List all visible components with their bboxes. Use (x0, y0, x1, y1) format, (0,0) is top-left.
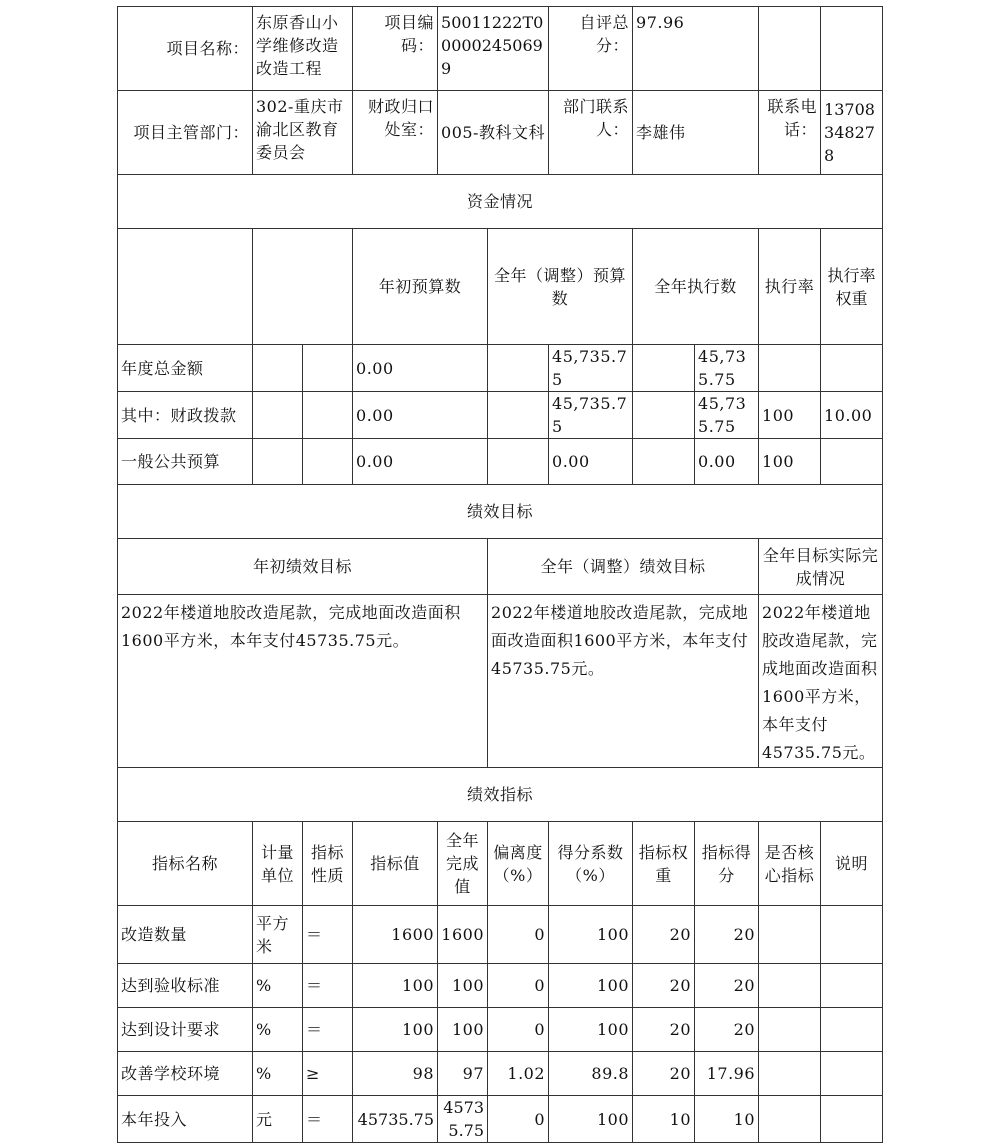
funds-header-rate: 执行率 (759, 229, 821, 345)
ind-coef: 100 (549, 1008, 633, 1052)
ind-weight: 20 (633, 906, 695, 964)
ind-nature: ＝ (303, 1096, 353, 1143)
indicator-row (118, 906, 883, 964)
goal-actual-text: 2022年楼道地胶改造尾款，完成地面改造面积1600平方米，本年支付45735.75元。 (759, 595, 883, 768)
ind-actual: 100 (438, 1008, 488, 1052)
ind-actual: 45735.75 (438, 1096, 488, 1143)
ind-score: 17.96 (695, 1052, 759, 1096)
ind-header-unit: 计量单位 (253, 822, 303, 906)
funds-rate (759, 345, 821, 392)
performance-self-evaluation-table (117, 6, 883, 1143)
dept-label: 项目主管部门： (118, 91, 253, 175)
ind-score: 10 (695, 1096, 759, 1143)
funds-section-title: 资金情况 (118, 175, 883, 229)
ind-header-coef: 得分系数（%） (549, 822, 633, 906)
ind-unit: % (253, 1008, 303, 1052)
finance-value: 005-教科文科 (438, 91, 549, 175)
ind-unit: 元 (253, 1096, 303, 1143)
ind-header-target: 指标值 (353, 822, 438, 906)
ind-nature: ＝ (303, 1008, 353, 1052)
ind-core (759, 964, 821, 1008)
ind-header-core: 是否核心指标 (759, 822, 821, 906)
ind-score: 20 (695, 1008, 759, 1052)
funds-row-label: 年度总金额 (118, 345, 253, 392)
indicator-row (118, 1008, 883, 1052)
indicators-header-row (118, 822, 883, 906)
ind-deviation: 0 (488, 1008, 549, 1052)
ind-deviation: 0 (488, 906, 549, 964)
phone-value: 13708348278 (821, 91, 883, 175)
indicator-row (118, 1052, 883, 1096)
funds-weight (821, 345, 883, 392)
ind-target: 100 (353, 964, 438, 1008)
funds-adjusted: 45,735.75 (549, 345, 633, 392)
project-info-row (118, 7, 883, 91)
ind-core (759, 906, 821, 964)
funds-executed: 45,735.75 (695, 345, 759, 392)
dept-value: 302-重庆市渝北区教育委员会 (253, 91, 353, 175)
funds-weight (821, 439, 883, 485)
finance-label: 财政归口处室： (353, 91, 438, 175)
funds-rate: 100 (759, 439, 821, 485)
ind-deviation: 0 (488, 964, 549, 1008)
department-info-row (118, 91, 883, 175)
ind-deviation: 0 (488, 1096, 549, 1143)
ind-actual: 97 (438, 1052, 488, 1096)
funds-initial: 0.00 (353, 439, 488, 485)
ind-core (759, 1096, 821, 1143)
goals-header-initial: 年初绩效目标 (118, 539, 488, 595)
funds-initial: 0.00 (353, 345, 488, 392)
ind-weight: 10 (633, 1096, 695, 1143)
ind-target: 100 (353, 1008, 438, 1052)
ind-unit: % (253, 1052, 303, 1096)
ind-actual: 1600 (438, 906, 488, 964)
indicator-row (118, 964, 883, 1008)
ind-target: 45735.75 (353, 1096, 438, 1143)
ind-coef: 100 (549, 906, 633, 964)
goals-header-row (118, 539, 883, 595)
ind-header-note: 说明 (821, 822, 883, 906)
contact-label: 部门联系人： (549, 91, 633, 175)
ind-header-deviation: 偏离度（%） (488, 822, 549, 906)
phone-label: 联系电话： (759, 91, 821, 175)
ind-score: 20 (695, 906, 759, 964)
funds-row-label: 一般公共预算 (118, 439, 253, 485)
funds-row-label: 其中：财政拨款 (118, 392, 253, 439)
ind-core (759, 1052, 821, 1096)
ind-note (821, 1052, 883, 1096)
funds-header-weight: 执行率权重 (821, 229, 883, 345)
project-name-value: 东原香山小学维修改造改造工程 (253, 7, 353, 91)
ind-note (821, 964, 883, 1008)
ind-weight: 20 (633, 1008, 695, 1052)
project-code-value: 50011222T000002450699 (438, 7, 549, 91)
ind-score: 20 (695, 964, 759, 1008)
ind-target: 98 (353, 1052, 438, 1096)
ind-header-actual: 全年完成值 (438, 822, 488, 906)
ind-nature: ≥ (303, 1052, 353, 1096)
funds-header-adjusted: 全年（调整）预算数 (488, 229, 633, 345)
goals-header-actual: 全年目标实际完成情况 (759, 539, 883, 595)
funds-initial: 0.00 (353, 392, 488, 439)
ind-weight: 20 (633, 1052, 695, 1096)
funds-executed: 0.00 (695, 439, 759, 485)
ind-coef: 89.8 (549, 1052, 633, 1096)
ind-core (759, 1008, 821, 1052)
funds-rate: 100 (759, 392, 821, 439)
self-score-value: 97.96 (633, 7, 759, 91)
ind-header-name: 指标名称 (118, 822, 253, 906)
ind-coef: 100 (549, 1096, 633, 1143)
indicators-section-title: 绩效指标 (118, 768, 883, 822)
ind-deviation: 1.02 (488, 1052, 549, 1096)
goals-section-title: 绩效目标 (118, 485, 883, 539)
indicator-row (118, 1096, 883, 1143)
funds-executed: 45,735.75 (695, 392, 759, 439)
ind-unit: 平方米 (253, 906, 303, 964)
ind-unit: % (253, 964, 303, 1008)
ind-name: 改造数量 (118, 906, 253, 964)
ind-name: 达到验收标准 (118, 964, 253, 1008)
project-name-label: 项目名称： (118, 7, 253, 91)
funds-row (118, 439, 883, 485)
goal-adjusted-text: 2022年楼道地胶改造尾款，完成地面改造面积1600平方米，本年支付45735.75元。 (488, 595, 759, 768)
goal-initial-text: 2022年楼道地胶改造尾款，完成地面改造面积1600平方米，本年支付45735.75元。 (118, 595, 488, 768)
ind-nature: ＝ (303, 964, 353, 1008)
ind-header-score: 指标得分 (695, 822, 759, 906)
funds-row (118, 345, 883, 392)
goals-content-row (118, 595, 883, 768)
goals-header-adjusted: 全年（调整）绩效目标 (488, 539, 759, 595)
ind-coef: 100 (549, 964, 633, 1008)
ind-note (821, 1008, 883, 1052)
funds-header-initial: 年初预算数 (353, 229, 488, 345)
ind-name: 改善学校环境 (118, 1052, 253, 1096)
funds-row (118, 392, 883, 439)
self-score-label: 自评总分： (549, 7, 633, 91)
funds-weight: 10.00 (821, 392, 883, 439)
ind-weight: 20 (633, 964, 695, 1008)
funds-header-executed: 全年执行数 (633, 229, 759, 345)
ind-target: 1600 (353, 906, 438, 964)
ind-note (821, 1096, 883, 1143)
funds-adjusted: 45,735.75 (549, 392, 633, 439)
ind-name: 达到设计要求 (118, 1008, 253, 1052)
ind-note (821, 906, 883, 964)
funds-adjusted: 0.00 (549, 439, 633, 485)
funds-header-row (118, 229, 883, 345)
ind-actual: 100 (438, 964, 488, 1008)
ind-nature: ＝ (303, 906, 353, 964)
ind-header-weight: 指标权重 (633, 822, 695, 906)
ind-name: 本年投入 (118, 1096, 253, 1143)
ind-header-nature: 指标性质 (303, 822, 353, 906)
project-code-label: 项目编码： (353, 7, 438, 91)
contact-value: 李雄伟 (633, 91, 759, 175)
